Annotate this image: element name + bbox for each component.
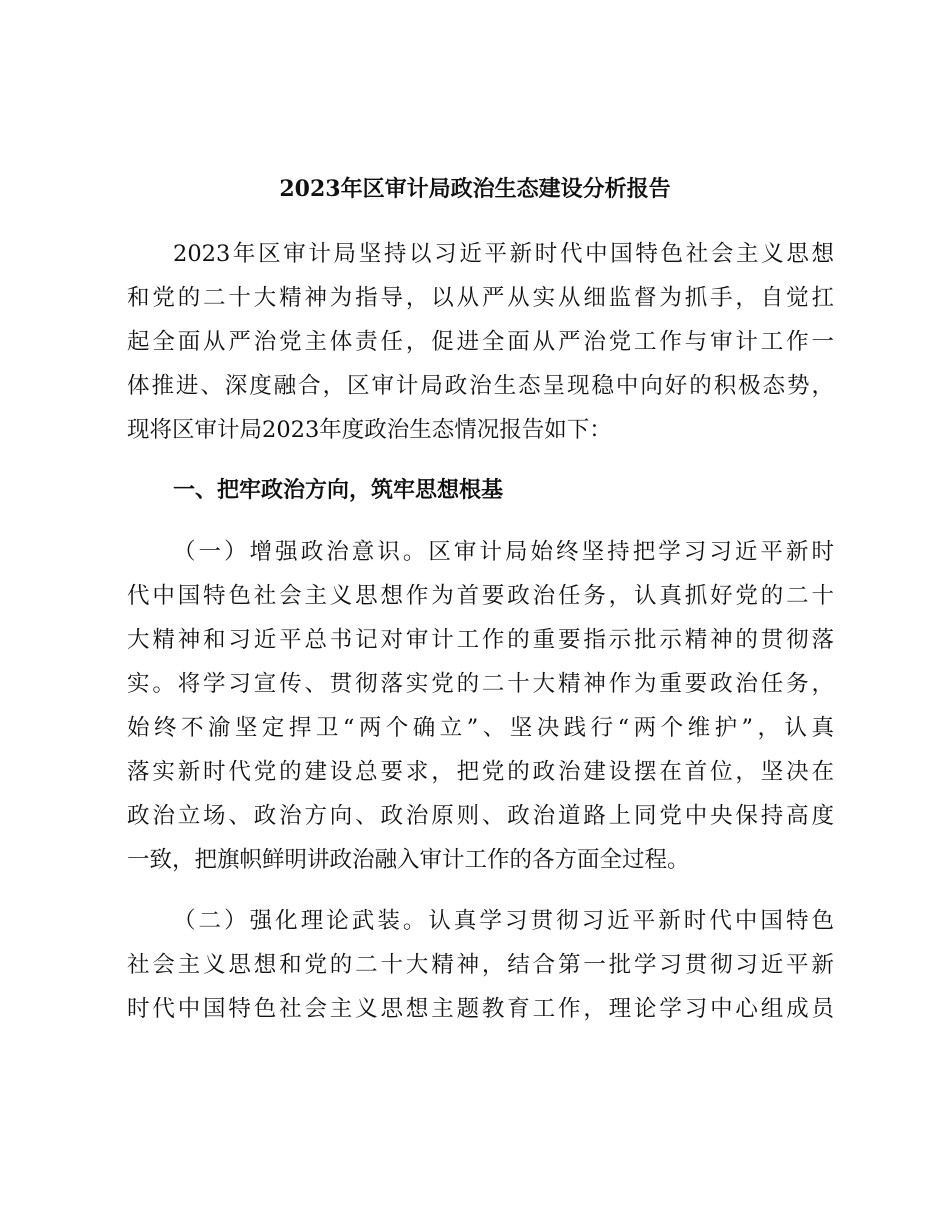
sub1-line-1: （一）增强政治意识。区审计局始终坚持把学习习近平新时 (173, 539, 834, 565)
sub1-line-2: 代中国特色社会主义思想作为首要政治任务，认真抓好党的二十 (127, 583, 834, 609)
intro-line-2: 和党的二十大精神为指导，以从严从实从细监督为抓手，自觉扛 (127, 285, 834, 311)
sub1-line-6: 落实新时代党的建设总要求，把党的政治建设摆在首位，坚决在 (127, 759, 834, 785)
sub1-line-8: 一致，把旗帜鲜明讲政治融入审计工作的各方面全过程。 (127, 847, 690, 873)
sub2-line-1: （二）强化理论武装。认真学习贯彻习近平新时代中国特色 (173, 908, 834, 934)
sub2-line-2: 社会主义思想和党的二十大精神，结合第一批学习贯彻习近平新 (127, 952, 834, 978)
intro-line-3: 起全面从严治党主体责任，促进全面从严治党工作与审计工作一 (127, 329, 834, 355)
intro-line-5: 现将区审计局2023年度政治生态情况报告如下： (127, 417, 612, 443)
sub1-line-3: 大精神和习近平总书记对审计工作的重要指示批示精神的贯彻落 (127, 627, 834, 653)
document-title: 2023年区审计局政治生态建设分析报告 (279, 176, 671, 202)
section-heading: 一、把牢政治方向，筑牢思想根基 (173, 478, 504, 503)
sub1-line-5: 始终不渝坚定捍卫“两个确立”、坚决践行“两个维护”，认真 (127, 715, 834, 741)
sub1-line-4: 实。将学习宣传、贯彻落实党的二十大精神作为重要政治任务， (127, 671, 834, 697)
intro-line-1: 2023年区审计局坚持以习近平新时代中国特色社会主义思想 (173, 241, 834, 267)
intro-line-4: 体推进、深度融合，区审计局政治生态呈现稳中向好的积极态势， (127, 373, 834, 399)
sub2-line-3: 时代中国特色社会主义思想主题教育工作，理论学习中心组成员 (127, 996, 834, 1022)
sub1-line-7: 政治立场、政治方向、政治原则、政治道路上同党中央保持高度 (127, 803, 834, 829)
